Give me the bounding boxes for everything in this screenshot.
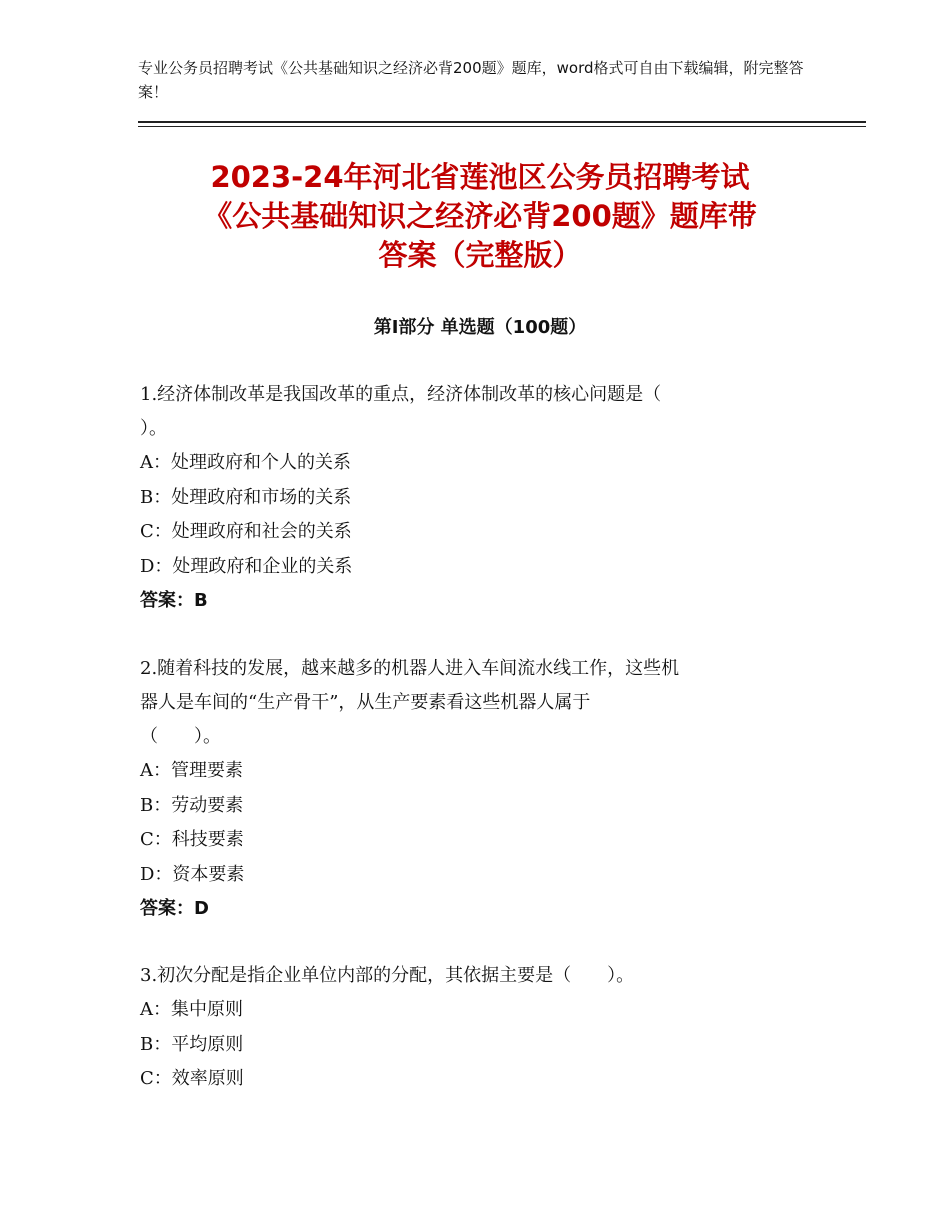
option-a: A：集中原则 [140,999,243,1020]
question-text-line: （ ）。 [140,726,221,747]
option-d: D：处理政府和企业的关系 [140,555,353,577]
option-c: C：效率原则 [140,1068,244,1089]
option-a: A：处理政府和个人的关系 [140,452,351,473]
question-text-line: 1.经济体制改革是我国改革的重点，经济体制改革的核心问题是（ [140,384,662,405]
option-b: B：平均原则 [140,1033,244,1055]
document-title-line-2: 《公共基础知识之经济必背200题》题库带 [203,199,757,233]
question-3 [140,959,810,1097]
answer: 答案：B [140,590,208,611]
question-text-line: 器人是车间的“生产骨干”，从生产要素看这些机器人属于 [140,692,591,713]
document-title-line-3: 答案（完整版） [378,238,582,272]
answer: 答案：D [140,898,209,919]
question-1 [140,378,810,618]
option-c: C：处理政府和社会的关系 [140,521,352,542]
section-title: 第Ⅰ部分 单选题（100题） [373,317,587,338]
header-rule-thick [138,121,866,123]
option-a: A：管理要素 [140,760,243,781]
option-b: B：处理政府和市场的关系 [140,486,352,508]
header-note: 专业公务员招聘考试《公共基础知识之经济必背200题》题库，word格式可自由下载编辑，附完整答案！ [138,59,804,101]
document-title-line-1: 2023-24年河北省莲池区公务员招聘考试 [210,160,750,194]
option-c: C：科技要素 [140,829,244,850]
question-text-line: 3.初次分配是指企业单位内部的分配，其依据主要是（ ）。 [140,965,635,986]
question-text-line: ）。 [140,418,167,439]
question-text-line: 2.随着科技的发展，越来越多的机器人进入车间流水线工作，这些机 [140,658,680,679]
option-d: D：资本要素 [140,863,245,885]
option-b: B：劳动要素 [140,794,244,816]
header-rule-thin [138,126,866,127]
document-title [130,158,830,275]
question-2 [140,652,810,926]
